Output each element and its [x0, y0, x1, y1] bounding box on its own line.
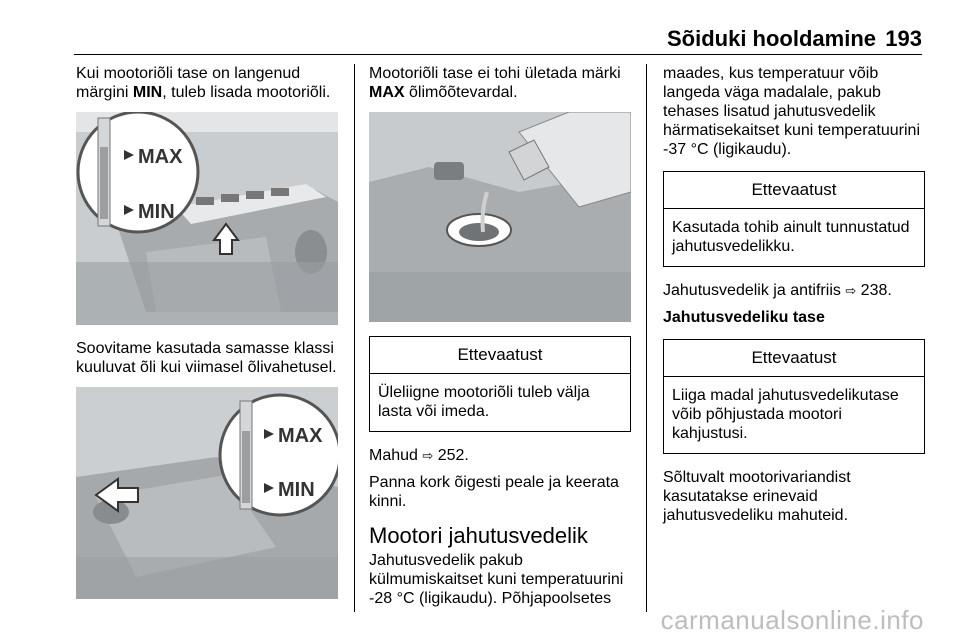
paragraph-coolant-reservoirs: Sõltuvalt mootorivariandist kasutatakse erinevaid jahutusvedeliku mahuteid. — [663, 469, 851, 524]
reference-page-link[interactable]: 252. — [437, 447, 469, 464]
figure-engine-dipstick — [76, 112, 338, 325]
figure1-max-label: MAX — [138, 146, 183, 168]
column-divider-2 — [646, 64, 647, 612]
notice-body: Üleliigne mootoriõli tuleb välja lasta või imeda. — [378, 384, 590, 420]
page-number: 193 — [885, 26, 922, 51]
column-3 — [663, 64, 925, 533]
text: , tuleb lisada mootoriõli. — [162, 84, 331, 101]
paragraph-coolant-reference — [663, 281, 925, 300]
watermark: carmanualsonline.info — [660, 605, 924, 635]
paragraph-min-level — [76, 64, 342, 102]
paragraph-frost-protection: maades, kus temperatuur võib langeda väga madalale, pakub tehases lisatud jahutusvedelik härmatisekaitset kuni temperatuurini -37 °C (ligikaudu). — [663, 65, 921, 158]
page-reference-arrow-icon: ⇨ — [422, 448, 434, 463]
figure2-max-label: MAX — [278, 425, 323, 447]
notice-heading: Ettevaatust — [664, 172, 924, 209]
paragraph-close-cap: Panna kork õigesti peale ja keerata kinni. — [369, 474, 619, 510]
notice-low-coolant — [663, 339, 925, 454]
text: Mootoriõli tase ei tohi ületada märki — [369, 65, 621, 82]
column-divider-1 — [354, 64, 355, 612]
notice-excess-oil — [369, 336, 631, 432]
paragraph-max-level — [369, 64, 631, 102]
header-rule — [74, 54, 922, 55]
column-2 — [369, 64, 631, 616]
subheading-coolant-level: Jahutusvedeliku tase — [663, 309, 825, 326]
notice-body: Kasutada tohib ainult tunnustatud jahutusvedelikku. — [672, 219, 910, 255]
bold-max: MAX — [369, 84, 405, 101]
figure1-min-label: MIN — [138, 201, 175, 223]
section-heading-coolant: Mootori jahutusvedelik — [369, 523, 588, 548]
page-reference-arrow-icon: ⇨ — [845, 283, 857, 298]
figure-oil-filling — [369, 112, 631, 322]
reference-page-link[interactable]: 238. — [860, 282, 892, 299]
text: märgini — [76, 84, 133, 101]
column-1 — [76, 64, 342, 613]
notice-heading: Ettevaatust — [664, 340, 924, 377]
paragraph-coolant-protection: Jahutusvedelik pakub külmumiskaitset kuni temperatuurini -28 °C (ligikaudu). Põhjapoolsetes — [369, 552, 624, 607]
notice-body: Liiga madal jahutusvedelikutase võib põhjustada mootori kahjustusi. — [672, 387, 899, 442]
text: Jahutusvedelik ja antifriis — [663, 282, 846, 299]
figure2-min-label: MIN — [278, 479, 315, 501]
figure-engine-oil-cap — [76, 387, 338, 599]
paragraph-oil-recommendation: Soovitame kasutada samasse klassi kuuluvat õli kui viimasel õlivahetusel. — [76, 340, 337, 376]
paragraph-capacities — [369, 446, 631, 465]
page-header-title: Sõiduki hooldamine — [666, 26, 876, 51]
text: õlimõõtevardal. — [404, 84, 518, 101]
text: Mahud — [369, 447, 423, 464]
text: Kui mootoriõli tase on langenud — [76, 65, 301, 82]
notice-approved-coolant — [663, 171, 925, 267]
bold-min: MIN — [132, 84, 163, 101]
notice-heading: Ettevaatust — [370, 337, 630, 374]
